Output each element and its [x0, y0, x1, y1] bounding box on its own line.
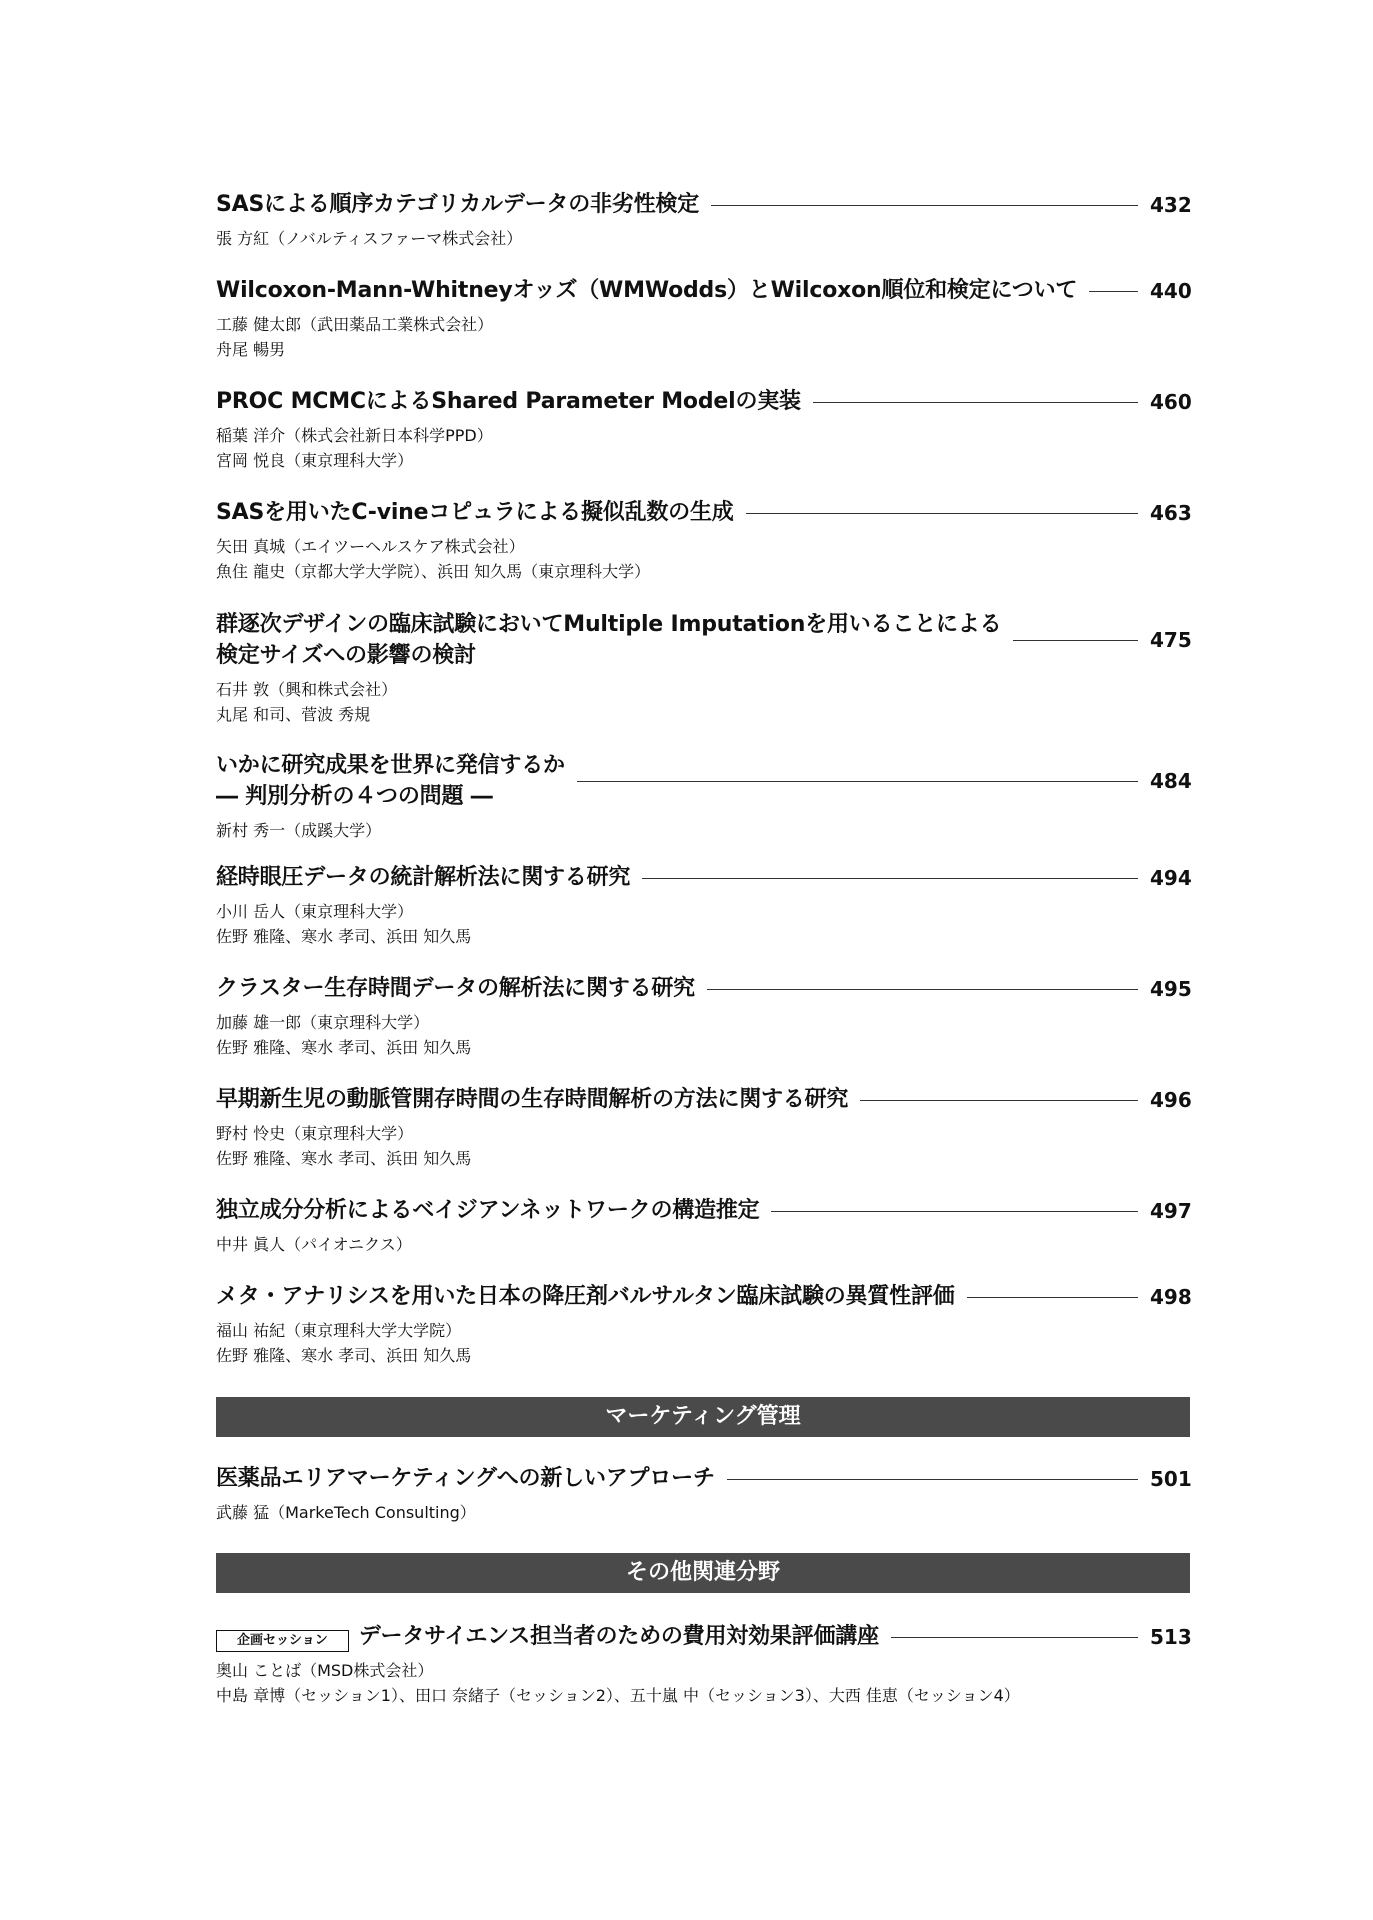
leader-line	[711, 205, 1138, 206]
entry-title[interactable]: PROC MCMCによるShared Parameter Modelの実装	[216, 389, 801, 414]
author-line: 矢田 真城（エイツーヘルスケア株式会社）	[216, 537, 525, 556]
page-number[interactable]: 494	[1150, 866, 1192, 890]
author-line: 加藤 雄一郎（東京理科大学）	[216, 1013, 430, 1032]
section-heading: その他関連分野	[216, 1553, 1190, 1593]
leader-line	[860, 1100, 1138, 1101]
page-number[interactable]: 463	[1150, 501, 1192, 525]
entry-title-line: いかに研究成果を世界に発信するか	[216, 753, 565, 778]
page-number[interactable]: 432	[1150, 193, 1192, 217]
leader-line	[1089, 291, 1138, 292]
entry-title[interactable]: クラスター生存時間データの解析法に関する研究	[216, 976, 695, 1001]
toc-entry	[216, 750, 1190, 843]
author-line: 野村 怜史（東京理科大学）	[216, 1124, 414, 1143]
entry-title[interactable]	[216, 609, 1001, 671]
toc-entry	[216, 498, 1190, 584]
toc-entry	[216, 190, 1190, 251]
entry-title[interactable]: 独立成分分析によるベイジアンネットワークの構造推定	[216, 1198, 760, 1223]
author-line: 中島 章博（セッション1）、田口 奈緒子（セッション2）、五十嵐 中（セッション3）、大西 佳恵（セッション4）	[216, 1686, 1020, 1705]
page-number[interactable]: 484	[1150, 769, 1192, 793]
toc-entry	[216, 609, 1190, 727]
leader-line	[891, 1637, 1138, 1638]
entry-title[interactable]	[216, 750, 565, 812]
leader-line	[1013, 640, 1138, 641]
author-line: 石井 敦（興和株式会社）	[216, 680, 398, 699]
entry-title[interactable]: 経時眼圧データの統計解析法に関する研究	[216, 865, 631, 890]
page-number[interactable]: 497	[1150, 1199, 1192, 1223]
leader-line	[707, 989, 1138, 990]
author-line: 舟尾 暢男	[216, 340, 286, 359]
author-line: 魚住 龍史（京都大学大学院）、浜田 知久馬（東京理科大学）	[216, 562, 651, 581]
page-number[interactable]: 501	[1150, 1467, 1192, 1491]
author-line: 宮岡 悦良（東京理科大学）	[216, 451, 414, 470]
author-line: 張 方紅（ノバルティスファーマ株式会社）	[216, 229, 523, 248]
page-number[interactable]: 495	[1150, 977, 1192, 1001]
entry-title-line: 群逐次デザインの臨床試験においてMultiple Imputationを用いることによる	[216, 612, 1002, 637]
toc-entry	[216, 974, 1190, 1060]
session-badge: 企画セッション	[216, 1630, 349, 1652]
author-line: 中井 眞人（パイオニクス）	[216, 1235, 412, 1254]
page-number[interactable]: 513	[1150, 1625, 1192, 1649]
author-line: 奥山 ことば（MSD株式会社）	[216, 1661, 434, 1680]
section-heading: マーケティング管理	[216, 1397, 1190, 1437]
toc-entry	[216, 1282, 1190, 1368]
leader-line	[746, 513, 1138, 514]
entry-title-line: 検定サイズへの影響の検討	[216, 643, 476, 668]
entry-title[interactable]: データサイエンス担当者のための費用対効果評価講座	[358, 1624, 879, 1649]
entry-title[interactable]: 早期新生児の動脈管開存時間の生存時間解析の方法に関する研究	[216, 1087, 849, 1112]
leader-line	[577, 781, 1138, 782]
entry-title[interactable]: SASを用いたC-vineコピュラによる擬似乱数の生成	[216, 500, 734, 525]
toc-entry	[216, 1464, 1190, 1525]
leader-line	[727, 1479, 1138, 1480]
toc-entry	[216, 387, 1190, 473]
leader-line	[813, 402, 1138, 403]
author-line: 稲葉 洋介（株式会社新日本科学PPD）	[216, 426, 493, 445]
page-number[interactable]: 498	[1150, 1285, 1192, 1309]
page-number[interactable]: 440	[1150, 279, 1192, 303]
toc-entry	[216, 863, 1190, 949]
toc-entry	[216, 276, 1190, 362]
leader-line	[967, 1297, 1138, 1298]
leader-line	[771, 1211, 1138, 1212]
page-number[interactable]: 475	[1150, 628, 1192, 652]
author-line: 佐野 雅隆、寒水 孝司、浜田 知久馬	[216, 1346, 472, 1365]
toc-entry	[216, 1085, 1190, 1171]
toc-entry	[216, 1196, 1190, 1257]
author-line: 佐野 雅隆、寒水 孝司、浜田 知久馬	[216, 1149, 472, 1168]
entry-title-line: ― 判別分析の４つの問題 ―	[216, 784, 493, 809]
author-line: 武藤 猛（MarkeTech Consulting）	[216, 1503, 476, 1522]
author-line: 新村 秀一（成蹊大学）	[216, 821, 382, 840]
author-line: 丸尾 和司、菅波 秀規	[216, 705, 371, 724]
entry-title[interactable]: メタ・アナリシスを用いた日本の降圧剤バルサルタン臨床試験の異質性評価	[216, 1284, 955, 1309]
author-line: 佐野 雅隆、寒水 孝司、浜田 知久馬	[216, 1038, 472, 1057]
author-line: 工藤 健太郎（武田薬品工業株式会社）	[216, 315, 494, 334]
entry-title[interactable]: 医薬品エリアマーケティングへの新しいアプローチ	[216, 1466, 715, 1491]
author-line: 小川 岳人（東京理科大学）	[216, 902, 414, 921]
author-line: 佐野 雅隆、寒水 孝司、浜田 知久馬	[216, 927, 472, 946]
entry-title[interactable]: SASによる順序カテゴリカルデータの非劣性検定	[216, 192, 700, 217]
leader-line	[642, 878, 1138, 879]
page-number[interactable]: 460	[1150, 390, 1192, 414]
author-line: 福山 祐紀（東京理科大学大学院）	[216, 1321, 462, 1340]
page-number[interactable]: 496	[1150, 1088, 1192, 1112]
entry-title[interactable]: Wilcoxon-Mann-Whitneyオッズ（WMWodds）とWilcoxon順位和検定について	[216, 278, 1078, 303]
toc-entry	[216, 1622, 1190, 1708]
